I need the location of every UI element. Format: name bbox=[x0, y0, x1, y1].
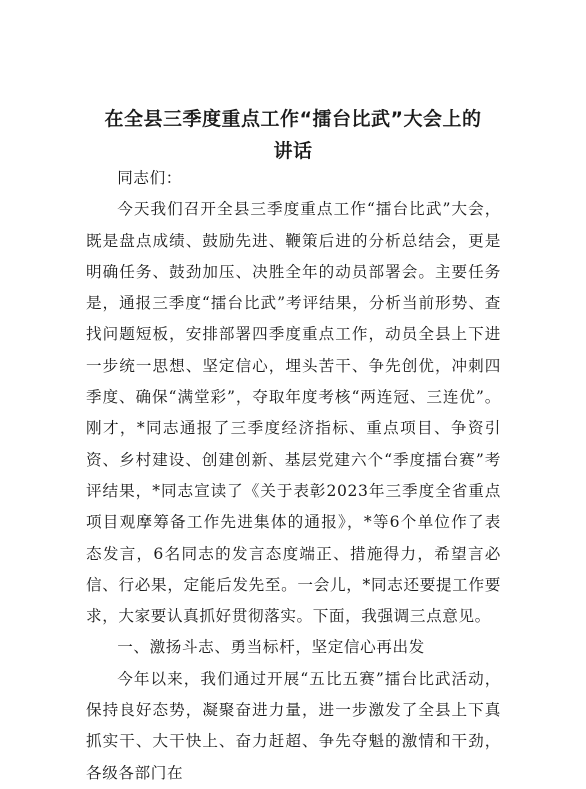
title-line-1: 在全县三季度重点工作“擂台比武”大会上的 bbox=[104, 108, 482, 130]
section-heading: 一、激扬斗志、勇当标杆，坚定信心再出发 bbox=[117, 638, 425, 657]
section-paragraph: 今年以来，我们通过开展“五比五赛”擂台比武活动，保持良好态势，凝聚奋进力量，进一步激发了全县上下真抓实干、大干快上、奋力赶超、争先夺魁的激情和干劲，各级各部门在 bbox=[86, 669, 501, 782]
title-line-2: 讲话 bbox=[273, 140, 313, 162]
document-title bbox=[80, 103, 506, 167]
body-paragraph: 今天我们召开全县三季度重点工作“擂台比武”大会，既是盘点成绩、鼓励先进、鞭策后进的分析总结会，更是明确任务、鼓劲加压、决胜全年的动员部署会。主要任务是，通报三季度“擂台比武”考评结果，分析当前形势、查找问题短板，安排部署四季度重点工作，动员全县上下进一步统一思想、坚定信心，埋头苦干、争先创优，冲刺四季度、确保“满堂彩”，夺取年度考核“两连冠、三连优”。刚才，*同志通报了三季度经济指标、重点项目、争资引资、乡村建设、创建创新、基层党建六个“季度擂台赛”考评结果，*同志宣读了《关于表彰2023年三季度全省重点项目观摩筹备工作先进集体的通报》，*等6个单位作了表态发言，6名同志的发言态度端正、措施得力，希望言必信、行必果，定能后发先至。一会儿，*同志还要提工作要求，大家要认真抓好贯彻落实。下面，我强调三点意见。 bbox=[86, 200, 501, 626]
document-body bbox=[86, 163, 501, 789]
salutation: 同志们： bbox=[117, 169, 182, 187]
